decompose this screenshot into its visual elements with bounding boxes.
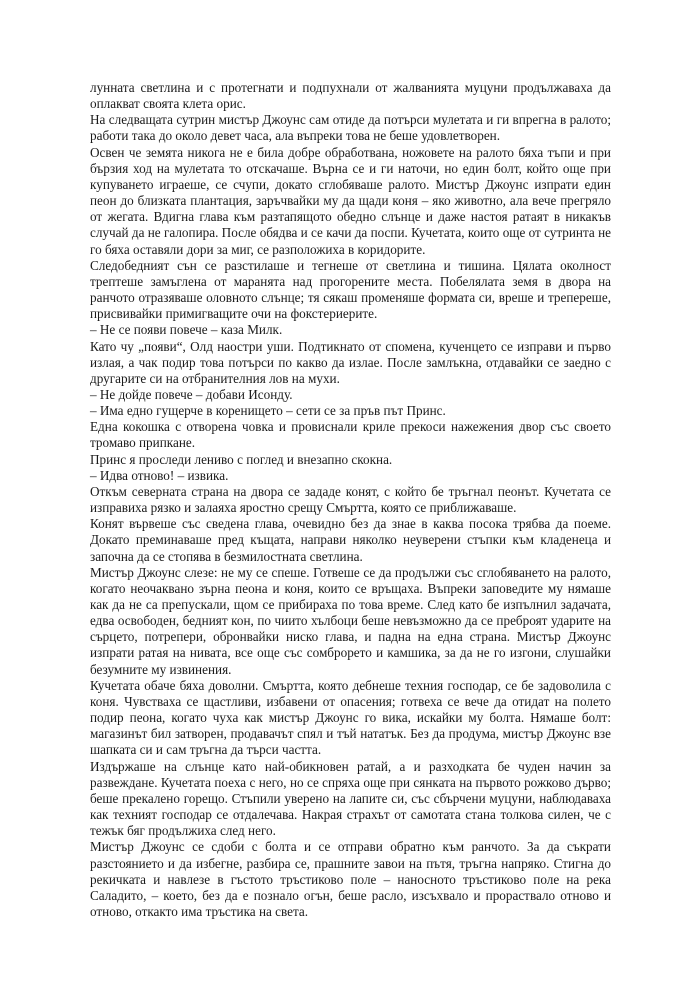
dialogue-line: – Не се появи повече – каза Милк. xyxy=(90,322,283,338)
dialogue-line: – Не дойде повече – добави Исонду. xyxy=(90,386,293,402)
paragraph: Освен че земята никога не е била добре обработвана, ножовете на ралото бяха тъпи и при бързия ход на мулетата то отскачаше. Върна се и ги наточи, но един болт, който още при купуването играеше, се счупи, докато сглобяваше ралото. Мистър Джоунс изпрати един пеон до близката плантация, заръчвайки му да щади коня – яко животно, ала вече прегряло от жегата. Вдигна глава към разтапящото обедно слънце и даже настоя ратаят в никакъв случай да не галопира. После обядва и се качи да поспи. Кучетата, които още от сутринта не го бяха оставяли дори за миг, се разположиха в коридорите. xyxy=(90,144,611,257)
paragraph: Откъм северната страна на двора се зададе конят, с който бе тръгнал пеонът. Кучетата се изправиха рязко и залаяха яростно срещу Смъртта, която се приближаваше. xyxy=(90,483,611,516)
paragraph: лунната светлина и с протегнати и подпухнали от жалванията муцуни продължаваха да оплакват своята клета орис. xyxy=(90,80,611,112)
paragraph: Като чу „появи“, Олд наостри уши. Подтикнато от спомена, кученцето се изправи и първо излая, а чак подир това потърси по какво да излае. После замлъкна, отдавайки се заедно с другарите си на отбранителния лов на мухи. xyxy=(90,338,611,386)
paragraph: На следващата сутрин мистър Джоунс сам отиде да потърси мулетата и ги впрегна в ралото; работи така до около девет часа, ала въпреки това не беше удовлетворен. xyxy=(90,112,611,144)
paragraph: Конят вървеше със сведена глава, очевидно без да знае в каква посока трябва да поеме. Докато преминаваше пред къщата, направи няколко неуверени стъпки към кладенеца и започна да се стопява в безмилостната светлина. xyxy=(90,516,611,564)
dialogue-line: – Идва отново! – извика. xyxy=(90,467,229,483)
paragraph: Принс я проследи лениво с поглед и внезапно скокна. xyxy=(90,451,393,467)
paragraph: Една кокошка с отворена човка и провиснали криле прекоси нажежения двор със своето тромаво припкане. xyxy=(90,419,611,451)
paragraph: Кучетата обаче бяха доволни. Смъртта, която дебнеше техния господар, се бе задоволила с коня. Чувстваха се щастливи, избавени от опасения; готвеха се вече да отидат на полето подир пеона, когато чуха как мистър Джоунс го вика, искайки му болта. Нямаше болт: магазинът бил затворен, продавачът спял и тъй нататък. Без да продума, мистър Джоунс взе шапката си и сам тръгна да търси частта. xyxy=(90,677,611,758)
paragraph: Мистър Джоунс се сдоби с болта и се отправи обратно към ранчото. За да съкрати разстоянието и да избегне, разбира се, прашните завои на пътя, тръгна напряко. Стигна до рекичката и навлезе в гъстото тръстиково поле – наносното тръстиково поле на река Саладито, – което, без да е познало огън, беше расло, изсъхвало и прораствало отново и отново, откакто има тръстика на света. xyxy=(90,839,611,919)
paragraph: Следобедният сън се разстилаше и тегнеше от светлина и тишина. Цялата околност трептеше замъглена от маранята над прогорените места. Побелялата земя в двора на ранчото отразяваше оловното слънце; тя сякаш променяше формата си, вреше и трепереше, присвивайки примигващите очи на фокстериерите. xyxy=(90,257,611,322)
document-body xyxy=(90,80,611,920)
paragraph: Мистър Джоунс слезе: не му се спеше. Готвеше се да продължи със сглобяването на ралото, когато неочаквано зърна пеона и коня, които се връщаха. Въпреки заповедите му нямаше как да не са препускали, щом се прибираха по това време. След като бе изпълнил задачата, едва освободен, бедният кон, по чиито хълбоци беше невъзможно да се преброят ударите на сърцето, потрепери, обронвайки ниско глава, и падна на една страна. Мистър Джоунс изпрати ратая на нивата, все още със сомброрето и камшика, за да не го изгони, слушайки безумните му извинения. xyxy=(90,564,611,677)
dialogue-line: – Има едно гущерче в коренището – сети се за пръв път Принс. xyxy=(90,403,446,419)
paragraph: Издържаше на слънце като най-обикновен ратай, а и разходката бе чуден начин за развеждане. Кучетата поеха с него, но се спряха още при сянката на първото рожково дърво; беше прекалено горещо. Стъпили уверено на лапите си, със сбърчени муцуни, наблюдаваха как техният господар се отдалечава. Накрая страхът от самотата стана толкова силен, че с тежък бяг продължиха след него. xyxy=(90,758,611,839)
